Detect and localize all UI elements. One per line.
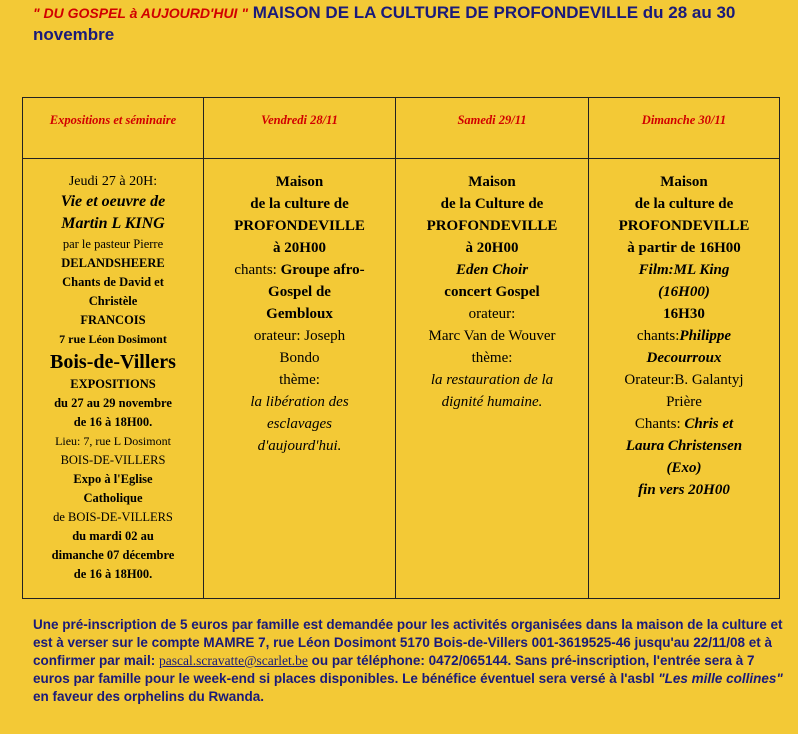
cell-vendredi: Maison de la culture de PROFONDEVILLE à 20H00 chants: Groupe afro- Gospel de Gembloux orateur: Joseph Bondo thème: la libération des esclavages d'aujourd'hui. <box>204 159 396 599</box>
header-dimanche: Dimanche 30/11 <box>589 98 780 159</box>
table-header-row <box>23 98 780 159</box>
registration-notice: Une pré-inscription de 5 euros par famille est demandée pour les activités organisées dans la maison de la culture et est à verser sur le compte MAMRE 7, rue Léon Dosimont 5170 Bois-de-Villers 001-3619525-46 jusqu'au 22/11/08 et à confirmer par mail: pascal.scravatte@scarlet.be ou par téléphone: 0472/065144. Sans pré-inscription, l'entrée sera à 7 euros par famille pour le week-end si places disponibles. Le bénéfice éventuel sera versé à l'asbl "Les mille collines" en faveur des orphelins du Rwanda. <box>33 617 783 704</box>
page-title <box>33 2 793 46</box>
title-rest: MAISON DE LA CULTURE DE PROFONDEVILLE du 28 au 30 novembre <box>33 3 736 44</box>
program-table <box>22 97 780 599</box>
cell-dimanche: Maison de la culture de PROFONDEVILLE à partir de 16H00 Film:ML King (16H00) 16H30 chants:Philippe Decourroux Orateur:B. Galantyj Prière Chants: Chris et Laura Christensen (Exo) fin vers 20H00 <box>589 159 780 599</box>
email-link[interactable]: pascal.scravatte@scarlet.be <box>159 653 308 668</box>
header-samedi: Samedi 29/11 <box>396 98 589 159</box>
table-body-row <box>23 159 780 599</box>
title-lead: " DU GOSPEL à AUJOURD'HUI " <box>33 5 248 21</box>
cell-samedi: Maison de la Culture de PROFONDEVILLE à 20H00 Eden Choir concert Gospel orateur: Marc Van de Wouver thème: la restauration de la dignité humaine. <box>396 159 589 599</box>
header-vendredi: Vendredi 28/11 <box>204 98 396 159</box>
cell-expositions: Jeudi 27 à 20H: Vie et oeuvre de Martin L KING par le pasteur Pierre DELANDSHEERE Chants de David et Christèle FRANCOIS 7 rue Léon Dosimont Bois-de-Villers EXPOSITIONS du 27 au 29 novembre de 16 à 18H00. Lieu: 7, rue L Dosimont BOIS-DE-VILLERS Expo à l'Eglise Catholique de BOIS-DE-VILLERS du mardi 02 au dimanche 07 décembre de 16 à 18H00. <box>23 159 204 599</box>
header-expositions: Expositions et séminaire <box>23 98 204 159</box>
